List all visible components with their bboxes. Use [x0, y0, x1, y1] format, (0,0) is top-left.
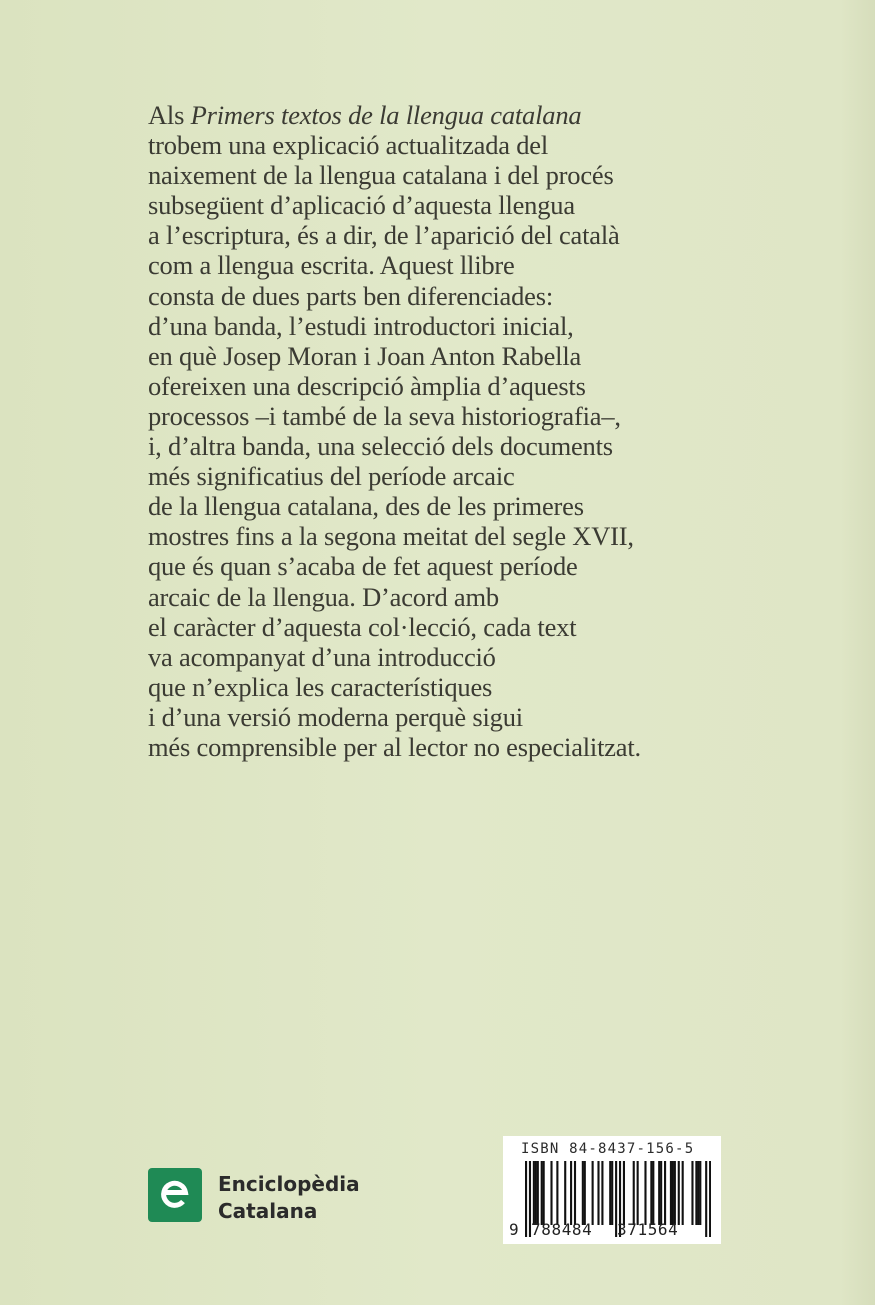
- barcode-bar: [709, 1161, 711, 1237]
- ean-group-2: 371564: [617, 1220, 679, 1239]
- blurb-line: subsegüent d’aplicació d’aquesta llengua: [148, 190, 575, 221]
- barcode-bar: [609, 1161, 611, 1225]
- blurb-line: naixement de la llengua catalana i del procés: [148, 160, 614, 191]
- barcode-bar: [535, 1161, 537, 1225]
- barcode-bar: [652, 1161, 654, 1225]
- blurb-line: consta de dues parts ben diferenciades:: [148, 280, 553, 311]
- blurb-line: a l’escriptura, és a dir, de l’aparició del català: [148, 220, 620, 251]
- barcode-bar: [533, 1161, 535, 1225]
- barcode-bar: [650, 1161, 652, 1225]
- publisher-name-line2: Catalana: [218, 1199, 318, 1223]
- barcode: [503, 1136, 721, 1244]
- barcode-bar: [550, 1161, 552, 1225]
- barcode-bar: [633, 1161, 635, 1225]
- barcode-bar: [543, 1161, 545, 1225]
- blurb-line: va acompanyat d’una introducció: [148, 641, 496, 672]
- blurb-line: el caràcter d’aquesta col·lecció, cada text: [148, 611, 577, 642]
- publisher-logo: [148, 1168, 202, 1222]
- publisher-name: [218, 1171, 360, 1225]
- barcode-bar: [644, 1161, 646, 1225]
- barcode-bar: [597, 1161, 599, 1225]
- ean-lead-digit: 9: [509, 1220, 519, 1239]
- book-title: Primers textos de la llengua catalana: [190, 100, 582, 130]
- barcode-bar: [660, 1161, 662, 1225]
- blurb-line: trobem una explicació actualitzada del: [148, 130, 549, 161]
- barcode-bar: [664, 1161, 666, 1225]
- blurb-line: arcaic de la llengua. D’acord amb: [148, 581, 499, 612]
- barcode-bar: [570, 1161, 572, 1225]
- blurb-line: com a llengua escrita. Aquest llibre: [148, 250, 515, 281]
- barcode-bar: [699, 1161, 701, 1225]
- blurb-line: més significatius del període arcaic: [148, 461, 515, 492]
- isbn-label: ISBN 84-8437-156-5: [521, 1141, 695, 1157]
- barcode-bar: [691, 1161, 693, 1225]
- publisher-name-line1: Enciclopèdia: [218, 1172, 360, 1196]
- barcode-bar: [697, 1161, 699, 1225]
- barcode-bar: [584, 1161, 586, 1225]
- blurb-line-prefix: Als: [148, 100, 191, 130]
- barcode-bar: [564, 1161, 566, 1225]
- barcode-bar: [678, 1161, 680, 1225]
- blurb-line: de la llengua catalana, des de les primeres: [148, 491, 584, 522]
- barcode-bar: [556, 1161, 558, 1225]
- blurb-line: que és quan s’acaba de fet aquest període: [148, 551, 578, 582]
- blurb-line: i, d’altra banda, una selecció dels documents: [148, 431, 613, 462]
- barcode-bar: [592, 1161, 594, 1225]
- barcode-bar: [582, 1161, 584, 1225]
- blurb-line: i d’una versió moderna perquè sigui: [148, 701, 523, 732]
- blurb-text: [148, 100, 708, 762]
- blurb-line: mostres fins a la segona meitat del segle XVII,: [148, 521, 634, 552]
- blurb-line: en què Josep Moran i Joan Anton Rabella: [148, 340, 582, 371]
- enciclopedia-catalana-e-icon: [157, 1177, 193, 1213]
- barcode-bar: [611, 1161, 613, 1225]
- barcode-bar: [623, 1161, 625, 1225]
- barcode-bar: [705, 1161, 707, 1237]
- barcode-bar: [537, 1161, 539, 1225]
- blurb-line: més comprensible per al lector no especialitzat.: [148, 731, 641, 762]
- barcode-bar: [525, 1161, 527, 1237]
- blurb-line: [148, 100, 708, 130]
- barcode-bar: [637, 1161, 639, 1225]
- barcode-bar: [674, 1161, 676, 1225]
- barcode-bar: [574, 1161, 576, 1225]
- barcode-bar: [682, 1161, 684, 1225]
- blurb-line: d’una banda, l’estudi introductori inicial,: [148, 310, 574, 341]
- barcode-bar: [670, 1161, 672, 1225]
- barcode-bar: [658, 1161, 660, 1225]
- barcode-bar: [672, 1161, 674, 1225]
- barcode-bar: [601, 1161, 603, 1225]
- barcode-bar: [695, 1161, 697, 1225]
- blurb-line: processos –i també de la seva historiografia–,: [148, 400, 621, 431]
- blurb-line: ofereixen una descripció àmplia d’aquests: [148, 370, 586, 401]
- barcode-bar: [541, 1161, 543, 1225]
- blurb-line: que n’explica les característiques: [148, 671, 493, 702]
- ean-group-1: 788484: [531, 1220, 593, 1239]
